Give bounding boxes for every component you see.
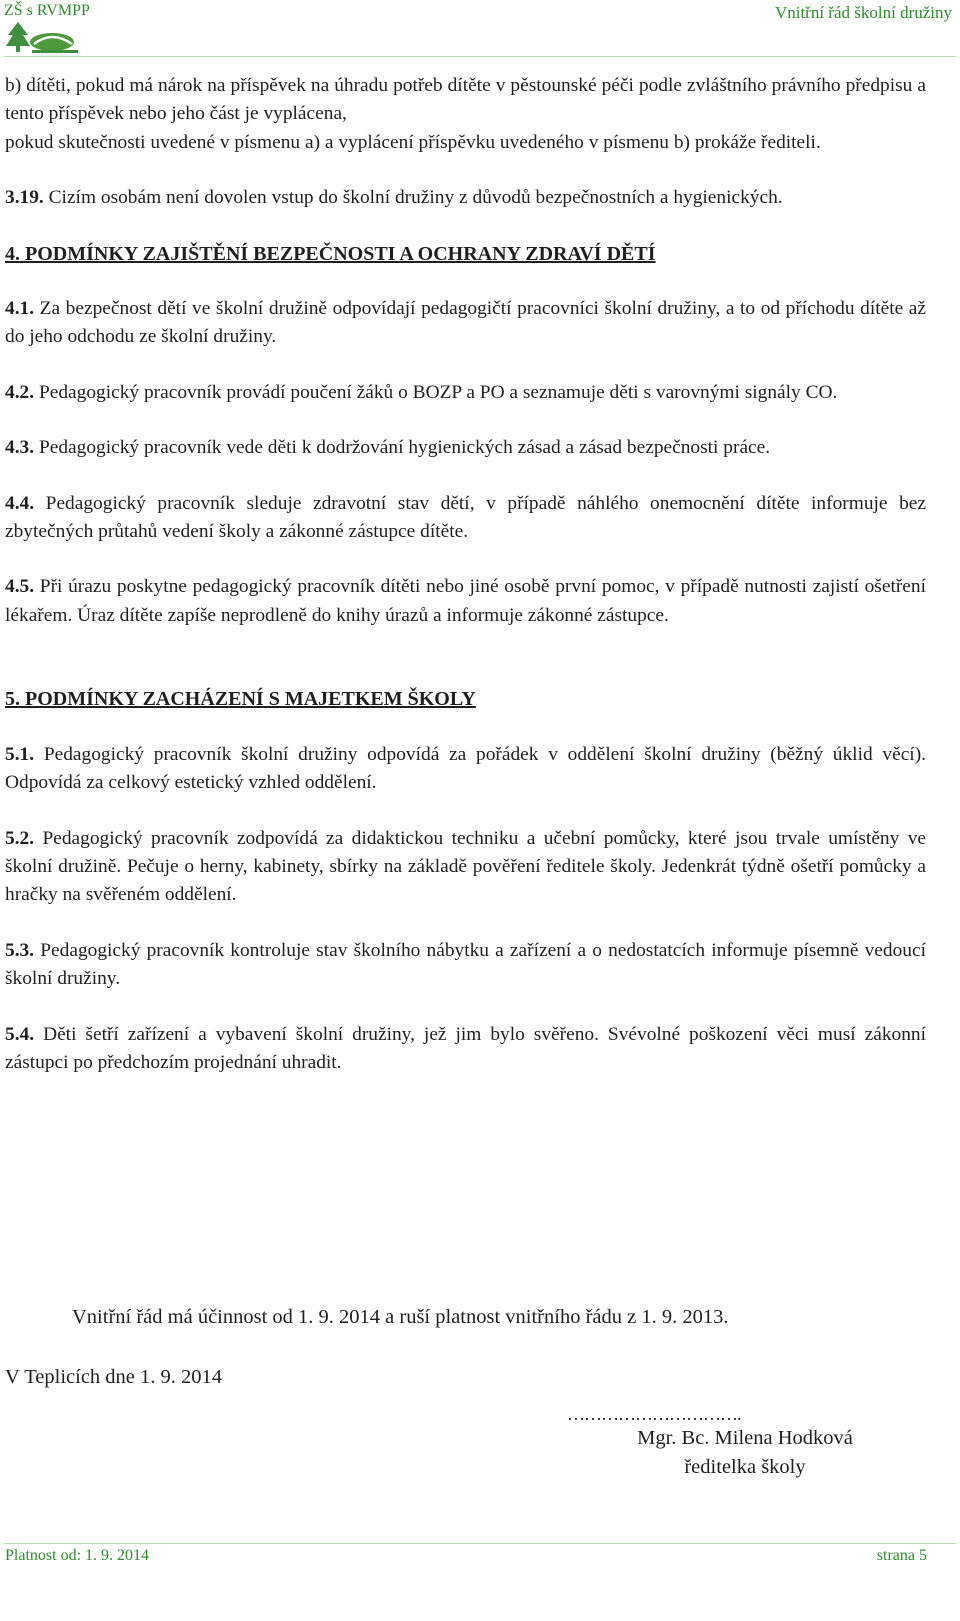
section-5-1	[5, 741, 926, 798]
section-5-3	[5, 937, 926, 994]
footer-divider	[4, 1543, 956, 1544]
section-text: Cizím osobám není dovolen vstup do školní družiny z důvodů bezpečnostních a hygienických.	[43, 187, 783, 209]
section-4-2	[5, 379, 926, 407]
section-text: Pedagogický pracovník zodpovídá za didaktickou techniku a učební pomůcky, které jsou trvale umístěny ve školní družině. Pečuje o herny, kabinety, sbírky na základě pověření ředitele školy. Jedenkrát týdně ošetří pomůcky a hračky na svěřeném oddělení.	[5, 827, 926, 906]
section-text: Za bezpečnost dětí ve školní družině odpovídají pedagogičtí pracovníci školní družiny, a to od příchodu dítěte až do jeho odchodu ze školní družiny.	[5, 298, 926, 348]
paragraph-proof: pokud skutečnosti uvedené v písmenu a) a vyplácení příspěvku uvedeného v písmenu b) prokáže řediteli.	[5, 131, 821, 153]
document-title: Vnitřní řád školní družiny	[774, 3, 952, 22]
section-text: Pedagogický pracovník vede děti k dodržování hygienických zásad a zásad bezpečnosti práce.	[34, 437, 771, 459]
section-number: 5.1.	[5, 743, 35, 765]
school-name: ZŠ s RVMPP	[4, 2, 90, 19]
effective-date-statement: Vnitřní řád má účinnost od 1. 9. 2014 a ruší platnost vnitřního řádu z 1. 9. 2013.	[72, 1306, 729, 1328]
header-divider	[4, 56, 956, 57]
header-logo-block	[4, 2, 124, 56]
section-number: 5.3.	[5, 939, 35, 961]
school-logo-icon	[4, 20, 80, 54]
page-number: strana 5	[876, 1547, 927, 1564]
section-3-19	[5, 184, 926, 212]
section-number: 4.1.	[5, 298, 35, 320]
section-number: 4.3.	[5, 437, 35, 459]
signature-block	[560, 1424, 930, 1481]
section-number: 4.2.	[5, 381, 35, 403]
section-4-4	[5, 490, 926, 547]
section-number: 5.2.	[5, 827, 35, 849]
signature-line: ………………………….	[567, 1404, 741, 1424]
section-4-1	[5, 295, 926, 352]
signer-name: Mgr. Bc. Milena Hodková	[637, 1427, 853, 1449]
heading-section-5: 5. PODMÍNKY ZACHÁZENÍ S MAJETKEM ŠKOLY	[5, 688, 476, 711]
section-5-2	[5, 825, 926, 910]
section-5-4	[5, 1021, 926, 1078]
section-text: Pedagogický pracovník provádí poučení žáků o BOZP a PO a seznamuje děti s varovnými signály CO.	[34, 381, 838, 403]
paragraph-b: b) dítěti, pokud má nárok na příspěvek na úhradu potřeb dítěte v pěstounské péči podle zvláštního právního předpisu a tento příspěvek nebo jeho část je vyplácena,	[5, 75, 926, 125]
signer-role: ředitelka školy	[684, 1455, 806, 1478]
section-number: 3.19.	[5, 187, 44, 209]
heading-section-4: 4. PODMÍNKY ZAJIŠTĚNÍ BEZPEČNOSTI A OCHRANY ZDRAVÍ DĚTÍ	[5, 242, 656, 265]
section-text: Při úrazu poskytne pedagogický pracovník dítěti nebo jiné osobě první pomoc, v případě nutnosti zajistí ošetření lékařem. Úraz dítěte zapíše neprodleně do knihy úrazů a informuje zákonné zástupce.	[5, 576, 926, 626]
section-text: Pedagogický pracovník školní družiny odpovídá za pořádek v oddělení školní družiny (běžný úklid věcí). Odpovídá za celkový estetický vzhled oddělení.	[5, 743, 926, 794]
section-number: 4.4.	[5, 492, 35, 514]
section-4-3	[5, 434, 926, 462]
document-body	[5, 72, 926, 1104]
section-number: 4.5.	[5, 576, 35, 598]
validity-date: Platnost od: 1. 9. 2014	[5, 1547, 150, 1564]
section-4-5	[5, 573, 926, 630]
section-text: Pedagogický pracovník kontroluje stav školního nábytku a zařízení a o nedostatcích informuje písemně vedoucí školní družiny.	[5, 939, 926, 990]
section-text: Děti šetří zařízení a vybavení školní družiny, jež jim bylo svěřeno. Svévolné poškození věci musí zákonní zástupci po předchozím projednání uhradit.	[5, 1023, 926, 1073]
section-number: 5.4.	[5, 1023, 35, 1045]
place-and-date: V Teplicích dne 1. 9. 2014	[5, 1366, 223, 1388]
section-text: Pedagogický pracovník sleduje zdravotní stav dětí, v případě náhlého onemocnění dítěte informuje bez zbytečných průtahů vedení školy a zákonné zástupce dítěte.	[5, 492, 926, 543]
